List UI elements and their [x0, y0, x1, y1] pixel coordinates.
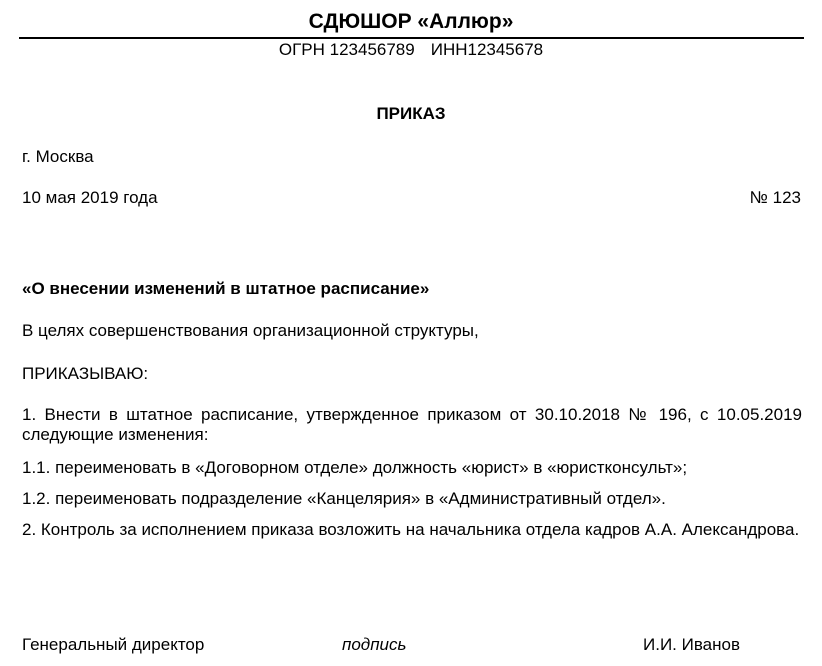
document-number: № 123 — [749, 188, 801, 207]
document-date: 10 мая 2019 года — [22, 188, 158, 207]
signature-placeholder: подпись — [342, 635, 407, 654]
order-item-1-1: 1.1. переименовать в «Договорном отделе» должность «юрист» в «юристконсульт»; — [22, 458, 688, 477]
signer-position: Генеральный директор — [22, 635, 205, 654]
document-purpose: В целях совершенствования организационной структуры, — [22, 321, 479, 340]
ogrn-text: ОГРН 123456789 — [278, 40, 415, 59]
document-title: ПРИКАЗ — [376, 104, 446, 123]
inn-text: ИНН12345678 — [430, 40, 544, 59]
header-divider — [19, 37, 804, 39]
order-item-1: 1. Внести в штатное расписание, утвержденное приказом от 30.10.2018 № 196, с 10.05.2019 следующие изменения: — [22, 405, 802, 444]
order-item-1-2: 1.2. переименовать подразделение «Канцелярия» в «Административный отдел». — [22, 489, 666, 508]
document-city: г. Москва — [22, 147, 94, 166]
order-item-2: 2. Контроль за исполнением приказа возложить на начальника отдела кадров А.А. Александрова. — [22, 520, 800, 539]
organization-name: СДЮШОР «Аллюр» — [308, 10, 514, 33]
registration-line — [0, 40, 822, 60]
signer-name: И.И. Иванов — [643, 635, 740, 654]
document-subject: «О внесении изменений в штатное расписание» — [22, 279, 430, 298]
order-keyword: ПРИКАЗЫВАЮ: — [22, 364, 149, 383]
